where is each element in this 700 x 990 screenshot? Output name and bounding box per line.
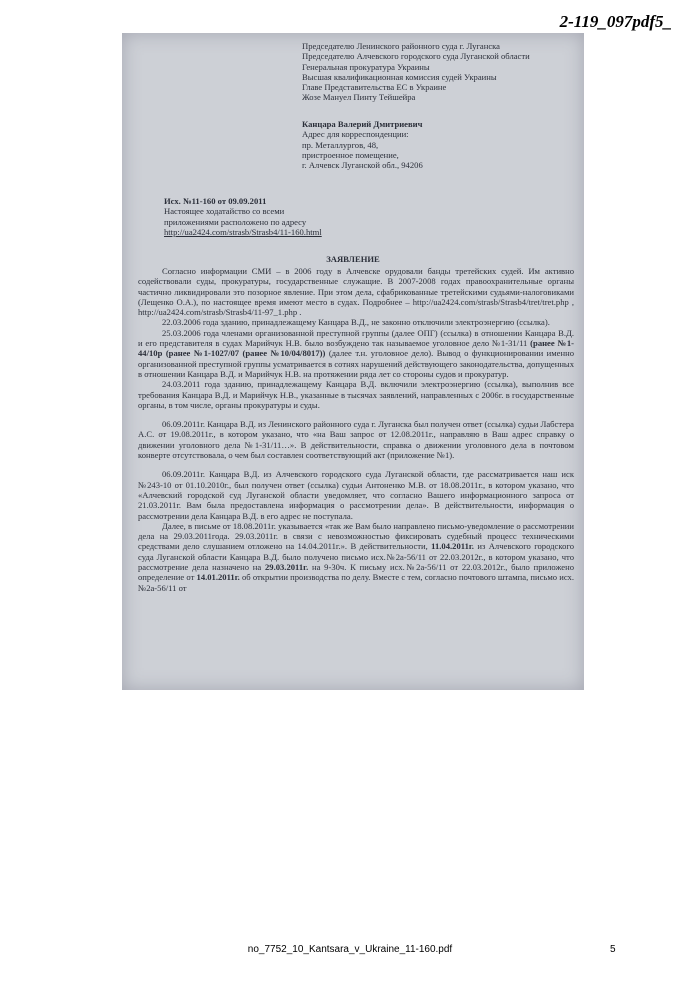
statement-heading: ЗАЯВЛЕНИЕ <box>326 254 380 264</box>
scanned-page <box>122 33 584 690</box>
footer-filename: no_7752_10_Kantsara_v_Ukraine_11-160.pdf <box>247 944 453 955</box>
addressee-line: Жозе Мануел Пинту Тейшейра <box>302 92 416 103</box>
outgoing-number: Исх. №11-160 от 09.09.2011 <box>164 196 267 206</box>
addressee-line: Председателю Ленинского районного суда г. Луганска <box>302 41 500 51</box>
reference-line: Настоящее ходатайство со всеми <box>164 206 285 217</box>
paragraph: 06.09.2011г. Канцара В.Д. из Алчевского городского суда Луганской области, где рассматривается наш иск №243-10 от 01.10.2010г., был получен ответ (ссылка) судьи Антоненко М.В. от 18.08.2011г., в котором указано, что «Алчевский городской суд Луганской области уведомляет, что согласно Вашего информационного запроса от 21.03.2011г. Вам была предоставлена информация о рассмотрении дела». В действительности, информация о рассмотрении дела Канцара В.Д. в его адрес не поступала. <box>138 469 574 521</box>
statement-body <box>138 266 574 593</box>
sender-line: г. Алчевск Луганской обл., 94206 <box>302 160 423 171</box>
reference-line: приложениями расположено по адресу <box>164 216 307 227</box>
paragraph: 06.09.2011г. Канцара В.Д. из Ленинского районного суда г. Луганска был получен ответ (ссылка) судьи Лабстера А.С. от 19.08.2011г., в котором указано, что «на Ваш запрос от 12.08.2011г., направляю в Ваш адрес справку о движении уголовного дела №1-31/11…». В действительности, справка о движении уголовного дела в почтовом конверте отсутствовала, о чем был составлен соответствующий акт (приложение №1). <box>138 419 574 461</box>
page-number: 5 <box>610 944 616 955</box>
paragraph: Далее, в письме от 18.08.2011г. указывается «так же Вам было направлено письмо-уведомление о рассмотрении дела на 29.03.2011года. 29.03.2011г. в связи с невозможностью фиксировать судебный процесс техническими средствами дело слушанием отложено на 14.04.2011г.». В действительности, 11.04.2011г. из Алчевского городского суда Луганской области Канцара В.Д. было получено письмо исх.№2а-56/11 от 22.03.2012г., в котором указано, что рассмотрение дела назначено на 29.03.2011г. на 9-30ч. К письму исх.№2а-56/11 от 22.03.2012г., было приложено определение от 14.01.2011г. об открытии производства по делу. Вместе с тем, согласно почтового штампа, письмо исх.№2а-56/11 от <box>138 520 575 593</box>
addressee-block <box>302 41 580 103</box>
paragraph: 24.03.2011 года зданию, принадлежащему Канцара В.Д. включили электроэнергию (ссылка), выполнив все требования Канцара В.Д. и Марийчук Н.В., указанные в тысячах заявлений, направленных с 2006г. в государственные органы, в том числе, органы прокуратуры и суды. <box>138 379 574 410</box>
sender-line: пристроенное помещение, <box>302 149 399 160</box>
sender-line: Адрес для корреспонденции: <box>302 129 409 140</box>
paragraph: 25.03.2006 года членами организованной преступной группы (далее ОПГ) (ссылка) в отношении Канцара В.Д. и его представителя в судах Марийчук Н.В. было возбуждено так называемое уголовное дело №1-31/11 (ранее №1-44/10р (ранее №1-1027/07 (ранее №10/04/8017)) (далее т.н. уголовное дело). Вывод о функционировании именно организованной преступной группы усматривается в сотнях нарушений действующего законодательства, допущенных в отношении Канцара В.Д. и Марийчук Н.В. на протяжении ряда лет со стороны судов и прокуратур. <box>138 327 574 379</box>
sender-line: пр. Металлургов, 48, <box>302 139 379 150</box>
addressee-line: Генеральная прокуратура Украины <box>302 61 430 72</box>
addressee-line: Высшая квалификационная комиссия судей Украины <box>302 71 497 82</box>
reference-link[interactable]: http://ua2424.com/strasb/Strasb4/11-160.html <box>164 226 322 237</box>
addressee-line: Председателю Алчевского городского суда Луганской области <box>302 51 530 62</box>
paragraph: Согласно информации СМИ – в 2006 году в Алчевске орудовали банды третейских судей. Им активно содействовали суды, прокуратуры, государственные служащие. В 2007-2008 годах правоохранительные органы частично ликвидировали это позорное явление. При этом дела, сфабрикованные третейскими судьями-налоговиками (Лещенко О.А.), по настоящее время имеют место в судах. Подробнее – http://ua2424.com/strasb/Strasb4/tret/tret.php , http://ua2424.com/strasb/Strasb4/11-97_1.php . <box>138 266 574 318</box>
paragraph: 22.03.2006 года зданию, принадлежащему Канцара В.Д., не законно отключили электроэнергию (ссылка). <box>162 317 550 328</box>
sender-name: Канцара Валерий Дмитриевич <box>302 119 423 129</box>
addressee-line: Главе Представительства ЕС в Украине <box>302 82 447 93</box>
sender-block <box>302 119 580 170</box>
document-code-stamp: 2-119_097pdf5_ <box>559 12 672 31</box>
reference-block <box>164 196 394 237</box>
